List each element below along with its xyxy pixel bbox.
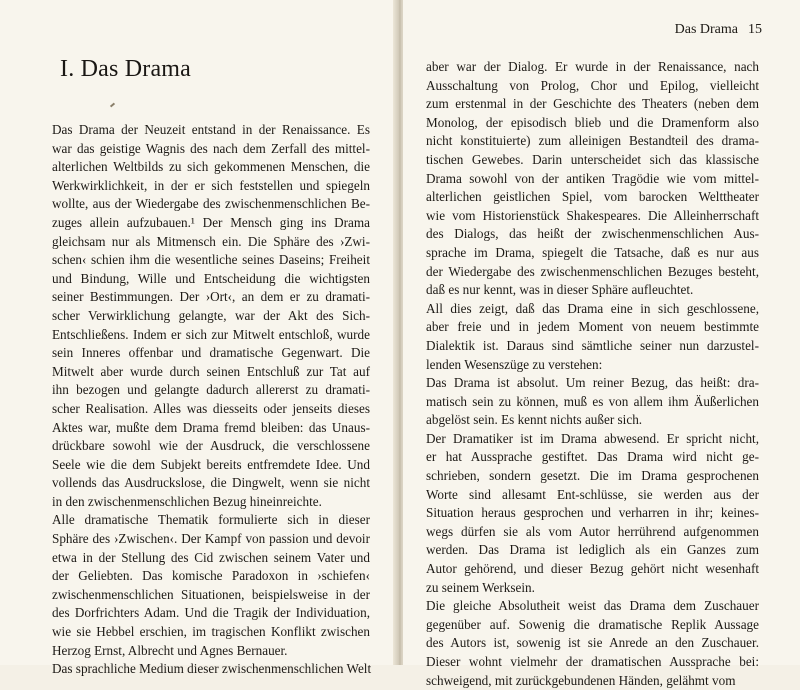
text-line: des Dialogs, das heißt der zwischenmenschlichen Aus- <box>426 226 759 242</box>
text-line: zum erstenmal in der Geschichte des Theaters (neben dem <box>426 96 759 112</box>
text-line: Herzog Ernst, Albrecht und Agnes Bernauer. <box>52 642 288 658</box>
text-line: wie vom Historienstück Shakespeares. Die Alleinherrschaft <box>426 207 759 223</box>
text-line: war das geistige Wagnis des nach dem Zerfall des mittel- <box>52 140 370 156</box>
text-line: Worte sind allesamt Ent-schlüsse, sie werden aus der <box>426 486 759 502</box>
text-line: sprache im Drama, spiegelt die Tatsache, daß es nur aus <box>426 244 759 260</box>
text-line: Dialektik ist. Daraus sind sämtliche seiner nun darzustel- <box>426 337 759 353</box>
text-line: Autor gehörend, und dieser Bezug gehört nicht wesenhaft <box>426 561 759 577</box>
text-line: Dieser wohnt vielmehr der dramatischen Aussprache bei: <box>426 654 759 669</box>
text-line: schweigend, mit zurückgebundenen Händen, gelähmt vom <box>426 672 736 688</box>
text-line: lenden Wesenszüge zu verstehen: <box>426 356 603 372</box>
running-head-title: Das Drama <box>674 22 738 37</box>
text-line: werden. Das Drama ist lediglich als ein Ganzes zum <box>426 542 759 558</box>
text-line: matisch sein zu können, muß es von allem ihm Äußerlichen <box>426 393 759 409</box>
text-line: tischen Gewebes. Darin unterscheidet sich das klassische <box>426 151 759 167</box>
right-page <box>403 0 800 688</box>
text-line: des Dorfrichters Adam. Und die Tragik der Individuation, <box>52 605 370 621</box>
text-line: zuges allein aufzubauen.¹ Der Mensch ging ins Drama <box>52 214 370 230</box>
text-line: und Bindung, Wille und Entscheidung die wichtigsten <box>52 270 370 286</box>
text-line: Der Dramatiker ist im Drama abwesend. Er spricht nicht, <box>426 430 759 446</box>
text-line: nicht konstituierte) zum alleinigen Bestandteil des drama- <box>426 133 759 149</box>
text-line: der Wiedergabe des zwischenmenschlichen Bezuges besteht, <box>426 263 759 279</box>
text-line: Seele wie die dem Subjekt bereits entfremdete Idee. Und <box>52 456 370 472</box>
text-line: Situation heraus gesprochen und verharren in ihr; keines- <box>426 505 759 521</box>
text-line: seiner Bestimmungen. Der ›Ort‹, an dem er zu dramati- <box>52 289 370 305</box>
text-line: Das Drama der Neuzeit entstand in der Renaissance. Es <box>52 122 370 137</box>
text-line: in den zwischenmenschlichen Bezug hineinreichte. <box>52 493 322 509</box>
text-line: wegs dürfen sie als vom Autor herrührend aufgenommen <box>426 523 759 539</box>
text-line: sein Inneres offenbar und dramatische Gegenwart. Die <box>52 345 370 361</box>
text-line: des Autors ist, sowenig ist sie Anrede an den Zuschauer. <box>426 635 759 651</box>
chapter-title: I. Das Drama <box>60 56 192 82</box>
text-line: der Geliebten. Das komische Paradoxon in ›schiefen‹ <box>52 568 370 584</box>
text-line: schrieben, sondern gesetzt. Die im Drama gesprochenen <box>426 468 759 484</box>
text-line: zwischenmenschlichen Situationen, beispielsweise in der <box>52 586 370 602</box>
text-line: gegenüber auf. Sowenig die dramatische Replik Aussage <box>426 616 759 632</box>
text-line: Monolog, der episodisch blieb und die Dramenform also <box>426 114 759 130</box>
text-line: Aktes war, mußte dem Drama fremd bleiben: das Unaus- <box>52 419 370 435</box>
right-page-body-text <box>426 58 759 690</box>
text-line: zu seinem Werksein. <box>426 579 535 595</box>
text-line: alterlichen geistlichen Spiel, vom barocken Welttheater <box>426 189 759 205</box>
text-line: vollends das Ausdruckslose, die Dingwelt, wenn sie nicht <box>52 475 370 491</box>
text-line: Die gleiche Absolutheit weist das Drama dem Zuschauer <box>426 598 759 614</box>
text-line: scher Realisation. Alles was diesseits oder jenseits dieses <box>52 400 370 416</box>
text-line: gleichsam nur als Mitmensch ein. Die Sphäre des ›Zwi- <box>52 233 370 249</box>
text-line: etwa in der Stellung des Cid zwischen seinem Vater und <box>52 549 370 565</box>
text-line: er hat Aussprache gestiftet. Das Drama wird nicht ge- <box>426 449 759 465</box>
text-line: alterlichen Weltbilds zu sich gekommenen Menschen, die <box>52 159 370 175</box>
text-line: ihn bezogen und gelangte dadurch allererst zu dramati- <box>52 382 370 398</box>
text-line: Alle dramatische Thematik formulierte sich in dieser <box>52 512 370 528</box>
text-line: Mitwelt aber wurde durch seinen Entschluß zur Tat auf <box>52 363 370 379</box>
text-line: aber war der Dialog. Er wurde in der Renaissance, nach <box>426 59 759 74</box>
running-header <box>675 22 762 38</box>
text-line: schen‹ schien ihm die wesentliche seines Daseins; Freiheit <box>52 252 370 268</box>
text-line: Entschließens. Indem er sich zur Mitwelt entschloß, wurde <box>52 326 370 342</box>
text-line: Das sprachliche Medium dieser zwischenmenschlichen Welt <box>52 661 372 677</box>
text-line: wollte, aus der Wiedergabe des zwischenmenschlichen Be- <box>52 196 370 212</box>
text-line: Werkwirklichkeit, in der er sich feststellen und spiegeln <box>52 177 370 193</box>
paper-speck <box>110 103 115 108</box>
page-number: 15 <box>748 22 762 37</box>
left-page <box>0 0 397 677</box>
text-line: drückbare sowohl wie der Ausdruck, die verschlossene <box>52 438 370 454</box>
text-line: All dies zeigt, daß das Drama eine in sich geschlossene, <box>426 300 759 316</box>
text-line: aber freie und in jedem Moment von neuem bestimmte <box>426 319 759 335</box>
text-line: daß es nur kennt, was in dieser Sphäre aufleuchtet. <box>426 282 694 298</box>
text-line: Sphäre des ›Zwischen‹. Der Kampf von passion und devoir <box>52 531 370 547</box>
text-line: Das Drama ist absolut. Um reiner Bezug, das heißt: dra- <box>426 375 759 391</box>
text-line: abgelöst sein. Es kennt nichts außer sich. <box>426 412 643 428</box>
left-page-body-text <box>52 121 370 679</box>
text-line: wie sie Hebbel erschien, im tragischen Konflikt zwischen <box>52 624 370 640</box>
text-line: scher Verwirklichung gelangte, war der Akt des Sich- <box>52 307 370 323</box>
text-line: Ausschaltung von Prolog, Chor und Epilog, vielleicht <box>426 77 759 93</box>
text-line: Drama sowohl von der antiken Tragödie wie vom mittel- <box>426 170 759 186</box>
